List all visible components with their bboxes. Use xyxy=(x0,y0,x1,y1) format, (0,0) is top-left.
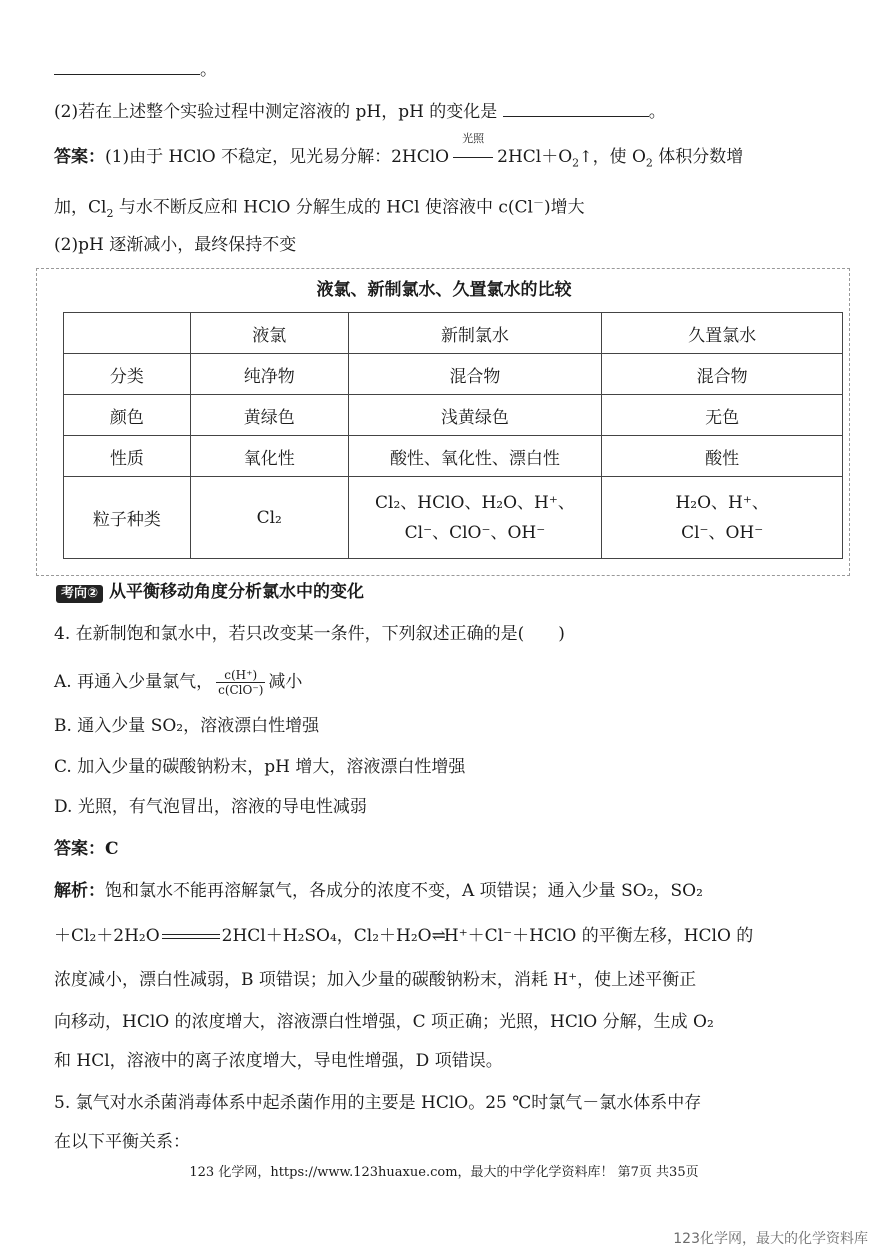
explanation-line-1 xyxy=(54,879,703,903)
explanation-line-2 xyxy=(54,924,753,948)
answer-blank xyxy=(503,100,649,117)
table-cell: 氧化性 xyxy=(190,436,348,477)
reaction-condition-arrow xyxy=(449,132,497,169)
answer-line-2: 加，$Cl_2$ 与水不断反应和 HClO 分解生成的 HCl 使溶液中 c(Cl－)增大 xyxy=(54,196,585,221)
answer-label: 答案： xyxy=(54,839,105,859)
explanation-text: 2HCl＋H₂SO₄，Cl₂＋H₂O xyxy=(221,926,432,946)
answer-text: )增大 xyxy=(543,197,585,218)
table-header-cell: 新制氯水 xyxy=(348,313,602,354)
q4-answer xyxy=(54,837,119,861)
table-cell: 酸性 xyxy=(602,436,843,477)
table-cell: 浅黄绿色 xyxy=(348,395,602,436)
question-4-stem: 4. 在新制饱和氯水中，若只改变某一条件，下列叙述正确的是( ) xyxy=(54,624,565,644)
answer-line-1: 答案：(1)由于 HClO 不稳定，见光易分解：2HClO 光照 $2HCl+O_2↑$，使 $O_2$ 体积分数增 xyxy=(54,132,744,170)
answer-text: 2HCl＋O xyxy=(497,147,573,167)
option-c: C. 加入少量的碳酸钠粉末，pH 增大，溶液漂白性增强 xyxy=(54,757,466,777)
answer-text: ，使 O xyxy=(592,147,646,167)
comparison-table xyxy=(63,312,843,559)
table-cell xyxy=(348,477,602,559)
period: 。 xyxy=(200,60,217,80)
table-cell: 粒子种类 xyxy=(64,477,191,559)
cell-line: Cl₂、HClO、H₂O、H⁺、 xyxy=(375,492,575,513)
question-5-line-1: 5. 氯气对水杀菌消毒体系中起杀菌作用的主要是 HClO。25 ℃时氯气－氯水体系中存 xyxy=(54,1093,702,1113)
reversible-arrow-icon: ⇌ xyxy=(431,926,444,946)
table-cell: 分类 xyxy=(64,354,191,395)
gas-up-arrow-icon: ↑ xyxy=(579,147,593,166)
table-cell xyxy=(602,477,843,559)
section-tag: 考向② xyxy=(56,585,103,603)
explanation-label: 解析： xyxy=(54,881,105,901)
table-header-row xyxy=(64,313,843,354)
answer-blank xyxy=(54,58,200,75)
explanation-text: 饱和氯水不能再溶解氯气，各成分的浓度不变，A 项错误；通入少量 SO₂，SO₂ xyxy=(105,881,703,901)
table-header-cell xyxy=(64,313,191,354)
table-cell: 纯净物 xyxy=(190,354,348,395)
explanation-line-3: 浓度减小，漂白性减弱，B 项错误；加入少量的碳酸钠粉末，消耗 H⁺，使上述平衡正 xyxy=(54,970,697,990)
table-row xyxy=(64,477,843,559)
option-text: A. 再通入少量氯气， xyxy=(54,672,214,692)
fraction-denominator: c(ClO⁻) xyxy=(218,683,264,697)
table-header-cell: 久置氯水 xyxy=(602,313,843,354)
cell-line: H₂O、H⁺、 xyxy=(675,492,769,513)
table-cell: 性质 xyxy=(64,436,191,477)
table-row xyxy=(64,436,843,477)
cell-line: Cl⁻、OH⁻ xyxy=(681,522,764,543)
answer-text: 加，Cl xyxy=(54,197,107,218)
cell-line: Cl⁻、ClO⁻、OH⁻ xyxy=(404,522,546,543)
table-header-cell: 液氯 xyxy=(190,313,348,354)
option-a xyxy=(54,668,302,697)
answer-text: 体积分数增 xyxy=(652,147,744,167)
equals-sign-icon xyxy=(162,934,220,939)
table-row xyxy=(64,354,843,395)
answer-label: 答案： xyxy=(54,147,105,167)
question-2-line xyxy=(54,100,666,124)
page-footer: 123 化学网，https://www.123huaxue.com，最大的中学化学资料库！ 第7页 共35页 xyxy=(189,1165,699,1180)
condition-label: 光照 xyxy=(462,132,485,145)
answer-text: 与水不断反应和 HClO 分解生成的 HCl 使溶液中 c(Cl xyxy=(113,197,533,218)
table-cell: Cl₂ xyxy=(190,477,348,559)
period: 。 xyxy=(648,102,666,122)
table-cell: 混合物 xyxy=(348,354,602,395)
section-title: 从平衡移动角度分析氯水中的变化 xyxy=(109,582,365,602)
question-5-line-2: 在以下平衡关系： xyxy=(54,1132,190,1152)
explanation-line-5: 和 HCl，溶液中的离子浓度增大，导电性增强，D 项错误。 xyxy=(54,1051,503,1071)
explanation-text: ＋Cl₂＋2H₂O xyxy=(54,926,160,946)
answer-value: C xyxy=(105,839,119,859)
table-cell: 混合物 xyxy=(602,354,843,395)
table-cell: 酸性、氧化性、漂白性 xyxy=(348,436,602,477)
option-d: D. 光照，有气泡冒出，溶液的导电性减弱 xyxy=(54,797,367,817)
explanation-line-4: 向移动，HClO 的浓度增大，溶液漂白性增强，C 项正确；光照，HClO 分解，生成 O₂ xyxy=(54,1012,714,1032)
table-cell: 颜色 xyxy=(64,395,191,436)
answer-line-3: (2)pH 逐渐减小，最终保持不变 xyxy=(54,235,297,255)
fraction xyxy=(216,668,265,697)
blank-line-0 xyxy=(54,58,217,82)
section-heading xyxy=(56,580,364,604)
question-2-text: (2)若在上述整个实验过程中测定溶液的 pH，pH 的变化是 xyxy=(54,102,498,122)
watermark: 123化学网，最大的化学资料库 xyxy=(673,1231,868,1247)
fraction-numerator: c(H⁺) xyxy=(216,668,265,683)
option-b: B. 通入少量 SO₂，溶液漂白性增强 xyxy=(54,716,320,736)
option-text: 减小 xyxy=(268,672,303,692)
table-cell: 黄绿色 xyxy=(190,395,348,436)
table-title: 液氯、新制氯水、久置氯水的比较 xyxy=(316,280,572,300)
table-cell: 无色 xyxy=(602,395,843,436)
answer-text: (1)由于 HClO 不稳定，见光易分解：2HClO xyxy=(105,147,450,167)
table-row xyxy=(64,395,843,436)
explanation-text: H⁺＋Cl⁻＋HClO 的平衡左移，HClO 的 xyxy=(443,926,754,946)
